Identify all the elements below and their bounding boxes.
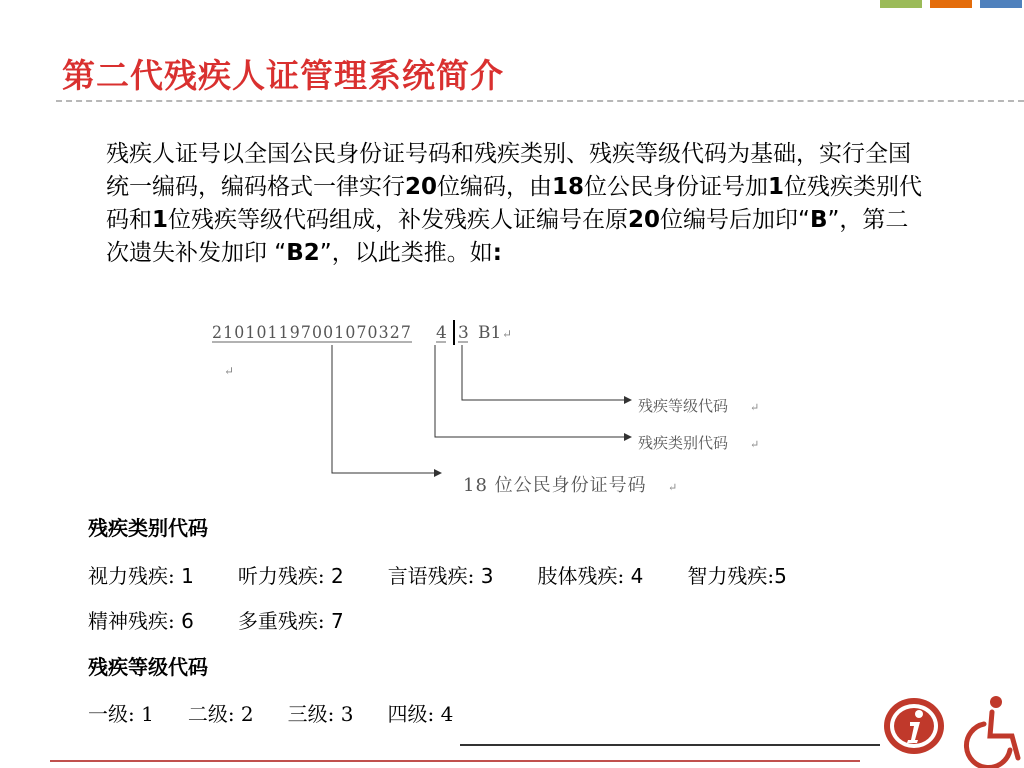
category-code-row-1 xyxy=(88,560,831,589)
intro-emphasis: 20 xyxy=(405,174,438,200)
intro-emphasis: B xyxy=(809,207,828,233)
arrowhead-category xyxy=(624,433,632,441)
arrow-id xyxy=(332,345,435,473)
grade-code-row xyxy=(88,698,487,727)
intro-emphasis: 20 xyxy=(628,207,661,233)
intro-text: ”，第二次遗失补发加印 “ xyxy=(106,207,909,266)
category-value: 4 xyxy=(624,564,644,588)
grade-code-item: 二级: 2 xyxy=(187,702,254,726)
intro-emphasis: 1 xyxy=(152,207,169,233)
intro-text: 位编码，由 xyxy=(437,174,553,200)
return-mark-category: ↵ xyxy=(750,438,760,451)
category-value: 3 xyxy=(474,564,494,588)
wheelchair-icon xyxy=(966,696,1018,768)
footer-rule-red xyxy=(50,760,860,762)
category-value: 6 xyxy=(174,609,194,633)
intro-emphasis: 1 xyxy=(768,174,785,200)
category-code-item xyxy=(388,560,494,589)
grade-digit-text: 3 xyxy=(458,323,469,343)
category-code-item xyxy=(238,605,344,634)
intro-emphasis: 18 xyxy=(552,174,585,200)
category-digit-text: 4 xyxy=(436,323,447,343)
category-code-heading: 残疾类别代码 xyxy=(88,516,208,540)
category-code-item xyxy=(88,560,194,589)
return-mark-id: ↵ xyxy=(668,481,678,494)
green-square xyxy=(880,0,922,8)
intro-text: 位残疾类别代码和 xyxy=(106,174,923,233)
category-code-row-2 xyxy=(88,605,388,634)
category-label: 言语残疾: xyxy=(387,564,475,588)
arrowhead-grade xyxy=(624,396,632,404)
id-number-diagram xyxy=(200,315,800,505)
orange-square xyxy=(930,0,972,8)
arrowhead-id xyxy=(434,469,442,477)
arrow-grade xyxy=(462,345,625,400)
category-label: 听力残疾: xyxy=(237,564,325,588)
return-mark-2: ↵ xyxy=(224,364,235,378)
category-code-item xyxy=(88,605,194,634)
title-divider xyxy=(56,100,1024,102)
label-id-number: 18 位公民身份证号码 xyxy=(463,475,647,496)
label-grade-code: 残疾等级代码 xyxy=(638,397,729,415)
category-label: 肢体残疾: xyxy=(537,564,625,588)
page-title: 第二代残疾人证管理系统简介 xyxy=(62,56,504,95)
category-label: 视力残疾: xyxy=(88,564,175,588)
intro-paragraph xyxy=(106,138,926,270)
category-label: 精神残疾: xyxy=(88,609,175,633)
grade-code-heading: 残疾等级代码 xyxy=(88,655,208,679)
category-code-item xyxy=(238,560,344,589)
category-value: 5 xyxy=(774,564,787,588)
footer-rule-dark xyxy=(460,744,880,746)
category-value: 7 xyxy=(324,609,344,633)
label-category-code: 残疾类别代码 xyxy=(638,434,729,452)
intro-text: 残疾人证号以全国公民身份证号码和残疾类别、残疾等级代码为基础，实行全国统一编码，编码格式一律实行 xyxy=(106,141,911,200)
category-label: 多重残疾: xyxy=(237,609,325,633)
category-value: 1 xyxy=(174,564,194,588)
grade-code-item: 三级: 3 xyxy=(287,702,354,726)
intro-text: 位公民身份证号加 xyxy=(584,174,769,200)
suffix-text: B1 xyxy=(478,323,502,343)
category-code-item xyxy=(687,560,786,589)
return-mark-grade: ↵ xyxy=(750,401,760,414)
category-value: 2 xyxy=(324,564,344,588)
return-mark: ↵ xyxy=(502,327,513,341)
intro-text: 位编号后加印“ xyxy=(660,207,810,233)
intro-emphasis: B2 xyxy=(286,240,320,266)
grade-code-item: 一级: 1 xyxy=(88,702,154,726)
blue-square xyxy=(980,0,1022,8)
intro-text: ”，以此类推。如 xyxy=(319,240,493,266)
arrow-category xyxy=(435,345,625,437)
intro-emphasis: : xyxy=(492,240,502,266)
disability-info-logo xyxy=(880,688,1024,768)
category-code-item xyxy=(538,560,644,589)
grade-code-item: 四级: 4 xyxy=(387,702,454,726)
intro-text: 位残疾等级代码组成，补发残疾人证编号在原 xyxy=(168,207,629,233)
id-number-text: 210101197001070327 xyxy=(212,323,412,343)
info-icon xyxy=(884,698,944,754)
category-label: 智力残疾: xyxy=(687,564,775,588)
